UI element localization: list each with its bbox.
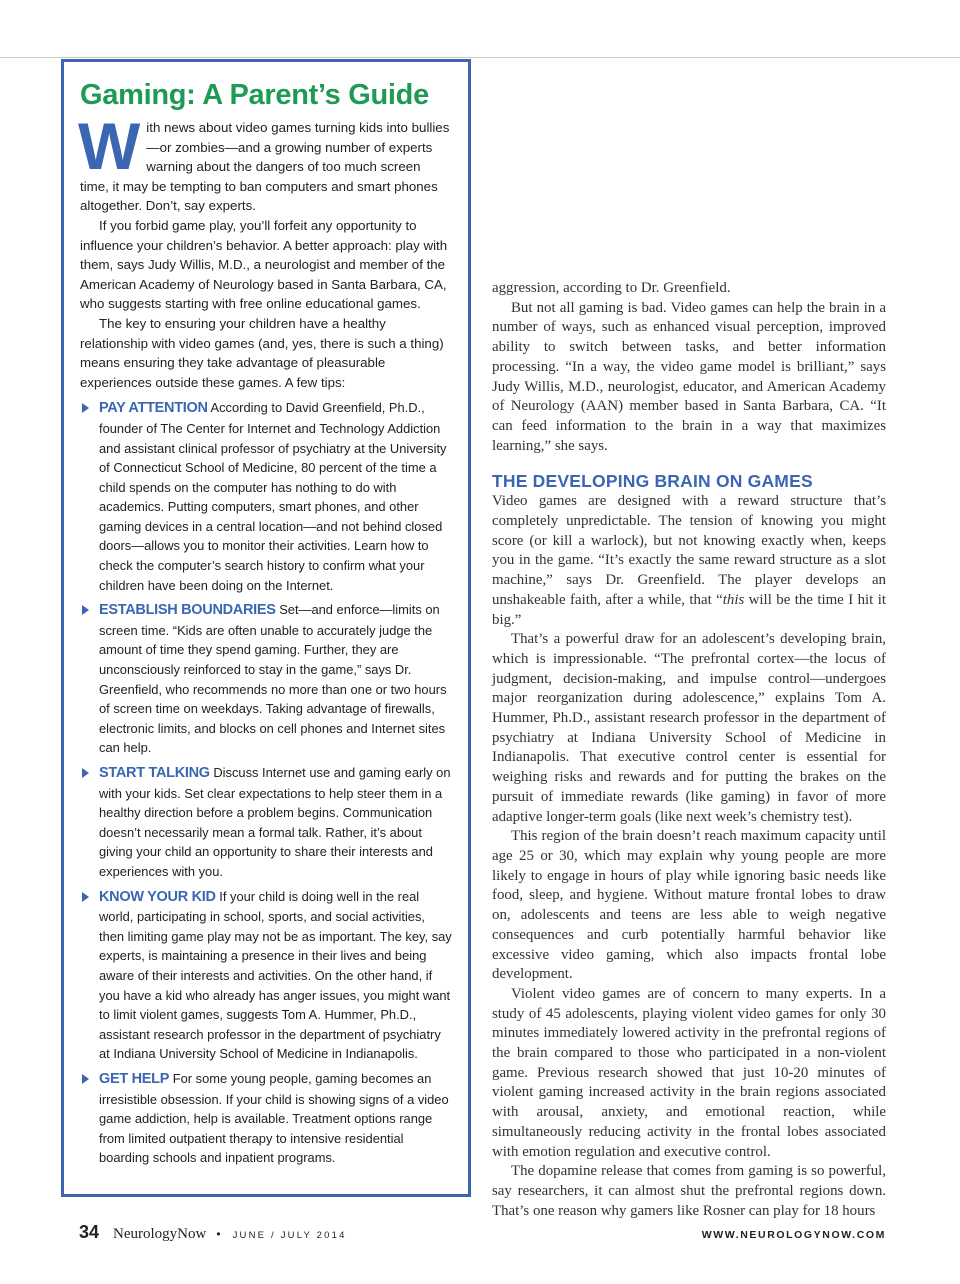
tip-item [80, 763, 452, 882]
article-paragraph: That’s a powerful draw for an adolescent’s developing brain, which is impressionable. “The prefrontal cortex—the locus of judgment, decision-making, and impulse control—undergoes major reorganization during adolescence,” explains Tom A. Hummer, Ph.D., assistant research professor in the department of psychiatry at Indiana University School of Medicine in Indianapolis. That executive control center is essential for weighing risks and rewards and for putting the brakes on the pursuit of immediate rewards (like gaming) in favor of more adaptive longer-term goals (like next week’s chemistry test). [492, 631, 886, 825]
arrow-icon [82, 892, 89, 902]
tip-body: If your child is doing well in the real world, participating in school, sports, and social activities, then limiting game play may not be as important. The key, say experts, is maintaining a presence in their lives and being aware of their interests and activities. On the other hand, if you have a kid who already has anger issues, you might want to limit violent games, suggests Tom A. Hummer, Ph.D., assistant research professor in the department of psychiatry at Indiana University School of Medicine in Indianapolis. [99, 888, 452, 1062]
article-column [492, 279, 886, 1221]
article-paragraph: aggression, according to Dr. Greenfield. [492, 280, 731, 296]
arrow-icon [82, 403, 89, 413]
tip-heading: PAY ATTENTION [99, 400, 208, 417]
sidebar-title: Gaming: A Parent’s Guide [80, 79, 429, 111]
issue-date: JUNE / JULY 2014 [232, 1230, 347, 1241]
tip-item [80, 887, 452, 1064]
magazine-name: NeurologyNow [113, 1226, 207, 1242]
tip-heading: GET HELP [99, 1070, 170, 1087]
sidebar-intro-text: ith news about video games turning kids into bullies—or zombies—and a growing number of experts warning about the dangers of too much screen time, it may be tempting to ban computers and smart phones altogether. Don’t, say experts. [80, 120, 450, 214]
drop-cap: W [78, 109, 141, 183]
section-heading: THE DEVELOPING BRAIN ON GAMES [492, 471, 813, 492]
tip-item [80, 1069, 452, 1168]
tips-list [80, 398, 452, 1168]
sidebar-intro [78, 109, 452, 216]
tip-body: Discuss Internet use and gaming early on with your kids. Set clear expectations to help steer them in a healthy direction before a problem begins. Communication doesn’t necessarily mean a formal talk. Rather, it’s about giving your child an opportunity to share their interests and experiences with you. [99, 765, 451, 879]
footer-left [79, 1222, 347, 1243]
arrow-icon [82, 1074, 89, 1084]
tip-heading: ESTABLISH BOUNDARIES [99, 602, 276, 619]
tip-heading: KNOW YOUR KID [99, 888, 216, 905]
article-paragraph: Violent video games are of concern to many experts. In a study of 45 adolescents, playing violent video games for only 30 minutes immediately lowered activity in the prefrontal regions of the brain compared to those who participated in a non-violent game. Previous research showed that just 10-20 minutes of violent gaming increased activity in the brain regions associated with arousal, anxiety, and emotional reaction, while simultaneously reducing activity in the frontal lobes associated with emotion regulation and executive control. [492, 985, 886, 1160]
arrow-icon [82, 605, 89, 615]
sidebar-box [61, 59, 471, 1197]
top-rule [0, 57, 960, 58]
article-paragraph: This region of the brain doesn’t reach maximum capacity until age 25 or 30, which may explain why young people are more likely to engage in hours of play while ignoring basic needs like food, sleep, and hygiene. Without mature frontal lobes to draw on, adolescents and teens are less able to weigh negative consequences and curb potentially harmful behavior like excessive video gaming, which also impacts frontal lobe development. [492, 828, 886, 983]
sidebar-paragraph-2: If you forbid game play, you’ll forfeit any opportunity to influence your children’s behavior. A better approach: play with them, says Judy Willis, M.D., a neurologist and member of the American Academy of Neurology based in Santa Barbara, CA, who suggests starting with free online educational games. [80, 217, 448, 312]
bullet-separator: • [216, 1227, 221, 1241]
tip-body: For some young people, gaming becomes an irresistible obsession. If your child is showing signs of a video game addiction, help is available. Treatment options range from limited outpatient therapy to intensive residential boarding schools and inpatient programs. [99, 1070, 449, 1166]
tip-heading: START TALKING [99, 765, 210, 781]
article-paragraph: The dopamine release that comes from gaming is so powerful, say researchers, it can almost shut the prefrontal regions down. That’s one reason why gamers like Rosner can play for 18 hours [492, 1163, 886, 1219]
article-text: will be the time I hit it big.” [492, 591, 886, 628]
page-number: 34 [79, 1222, 100, 1242]
article-paragraph [492, 492, 886, 630]
sidebar-paragraph-3: The key to ensuring your children have a healthy relationship with video games (and, yes, there is such a thing) means ensuring they take advantage of pleasurable experiences outside these games. A few tips: [80, 315, 444, 390]
tip-item [80, 398, 452, 595]
article-text: Video games are designed with a reward structure that’s completely unpredictable. The tension of knowing you might score (or kill a warlock), but not knowing exactly when, keeps you in the game. “It’s exactly the same reward structure as a slot machine,” says Dr. Greenfield. The player develops an unshakeable faith, after a while, that “ [492, 493, 886, 608]
article-emphasis: this [722, 591, 745, 608]
arrow-icon [82, 768, 89, 778]
website-url: WWW.NEUROLOGYNOW.COM [701, 1229, 886, 1241]
tip-body: According to David Greenfield, Ph.D., founder of The Center for Internet and Technology Addiction and assistant clinical professor of psychiatry at the University of Connecticut School of Medicine, 80 percent of the time a child spends on the computer has nothing to do with academics. Putting computers, smart phones, and other gaming devices in a central location—and not behind closed doors—allows you to monitor their activities. Learn how to check the computer’s search history to confirm what your children have been doing on the Internet. [99, 400, 447, 593]
tip-item [80, 600, 452, 758]
article-paragraph: But not all gaming is bad. Video games can help the brain in a number of ways, such as enhanced visual perception, improved ability to switch between tasks, and better information processing. “In a way, the video game model is brilliant,” says Judy Willis, M.D., neurologist, educator, and American Academy of Neurology (AAN) member based in Santa Barbara, CA. “It can feed information to the brain in a way that maximizes learning,” she says. [492, 299, 886, 454]
tip-body: Set—and enforce—limits on screen time. “Kids are often unable to accurately judge the amount of time they spend gaming. Further, they are unconsciously reinforced to stay in the game,” says Dr. Greenfield, who recommends no more than one or two hours of screen time on weekdays. Taking advantage of firewalls, electronic limits, and blocks on cell phones and Internet sites can help. [99, 602, 447, 756]
sidebar-text [78, 109, 452, 1168]
